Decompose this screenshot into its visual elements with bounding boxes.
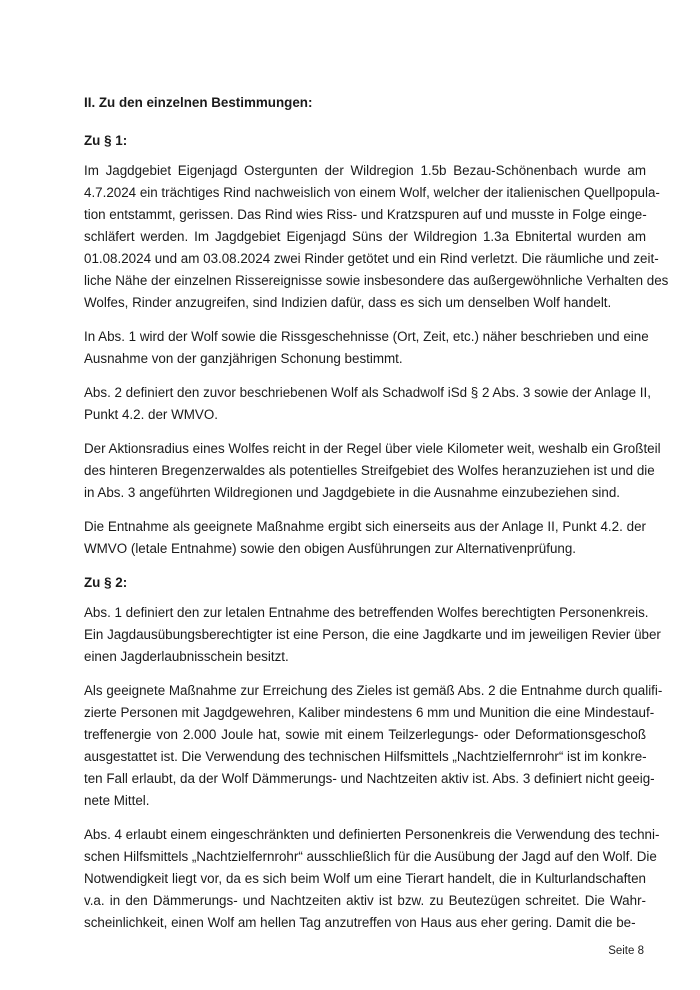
paragraph: [84, 680, 663, 812]
document-body: [84, 92, 669, 946]
text-line: Abs. 1 definiert den zur letalen Entnahme des betreffenden Wolfes berechtigten Personenkreis.: [84, 605, 649, 620]
text-line: in Abs. 3 angeführten Wildregionen und Jagdgebiete in die Ausnahme einzubeziehen sind.: [84, 485, 621, 500]
text-line: Der Aktionsradius eines Wolfes reicht in der Regel über viele Kilometer weit, weshalb ein Großteil: [84, 441, 661, 456]
section-1-body: [84, 160, 669, 560]
text-line: ausgestattet ist. Die Verwendung des technischen Hilfsmittels „Nachtzielfernrohr“ ist im konkre-: [84, 749, 647, 764]
text-line: Abs. 2 definiert den zuvor beschriebenen Wolf als Schadwolf iSd § 2 Abs. 3 sowie der Anlage II,: [84, 385, 651, 400]
text-line: liche Nähe der einzelnen Rissereignisse sowie insbesondere das außergewöhnliche Verhalten des: [84, 273, 669, 288]
text-line: 01.08.2024 und am 03.08.2024 zwei Rinder getötet und ein Rind verletzt. Die räumliche und zeit-: [84, 251, 659, 266]
paragraph: [84, 824, 660, 934]
text-line: Im Jagdgebiet Eigenjagd Ostergunten der Wildregion 1.5b Bezau-Schönenbach wurde am: [84, 163, 646, 178]
paragraph: [84, 382, 651, 426]
text-line: einen Jagderlaubnisschein besitzt.: [84, 649, 289, 664]
text-line: des hinteren Bregenzerwaldes als potentielles Streifgebiet des Wolfes heranzuziehen ist und die: [84, 463, 655, 478]
text-line: ten Fall erlaubt, da der Wolf Dämmerungs- und Nachtzeiten aktiv ist. Abs. 3 definiert nicht geeig-: [84, 771, 655, 786]
text-line: Die Entnahme als geeignete Maßnahme ergibt sich einerseits aus der Anlage II, Punkt 4.2. der: [84, 519, 646, 534]
section-2-body: [84, 602, 663, 934]
text-line: nete Mittel.: [84, 793, 150, 808]
text-line: In Abs. 1 wird der Wolf sowie die Rissgeschehnisse (Ort, Zeit, etc.) näher beschrieben und eine: [84, 329, 649, 344]
section-heading-1: Zu § 1:: [84, 133, 128, 148]
page-number: Seite 8: [608, 945, 644, 957]
paragraph: [84, 516, 646, 560]
text-line: Wolfes, Rinder anzugreifen, sind Indizien dafür, dass es sich um denselben Wolf handelt.: [84, 295, 612, 310]
main-heading: II. Zu den einzelnen Bestimmungen:: [84, 95, 313, 110]
text-line: scheinlichkeit, einen Wolf am hellen Tag anzutreffen von Haus aus eher gering. Damit die be-: [84, 915, 636, 930]
paragraph: [84, 438, 661, 504]
paragraph: [84, 160, 669, 314]
text-line: v.a. in den Dämmerungs- und Nachtzeiten aktiv ist bzw. zu Beutezügen schreitet. Die Wahr-: [84, 893, 646, 908]
text-line: treffenergie von 2.000 Joule hat, sowie mit einem Teilzerlegungs- oder Deformationsgeschoß: [84, 727, 646, 742]
section-heading-2: Zu § 2:: [84, 575, 128, 590]
paragraph: [84, 326, 649, 370]
text-line: Ein Jagdausübungsberechtigter ist eine Person, die eine Jagdkarte und im jeweiligen Revier über: [84, 627, 661, 642]
text-line: tion entstammt, gerissen. Das Rind wies Riss- und Kratzspuren auf und musste in Folge einge-: [84, 207, 647, 222]
text-line: Notwendigkeit liegt vor, da es sich beim Wolf um eine Tierart handelt, die in Kulturlandschaften: [84, 871, 646, 886]
text-line: 4.7.2024 ein trächtiges Rind nachweislich von einem Wolf, welcher der italienischen Quellpopula-: [84, 185, 660, 200]
text-line: WMVO (letale Entnahme) sowie den obigen Ausführungen zur Alternativenprüfung.: [84, 541, 577, 556]
text-line: Abs. 4 erlaubt einem eingeschränkten und definierten Personenkreis die Verwendung des techni-: [84, 827, 660, 842]
text-line: schläfert werden. Im Jagdgebiet Eigenjagd Süns der Wildregion 1.3a Ebnitertal wurden am: [84, 229, 646, 244]
text-line: Ausnahme von der ganzjährigen Schonung bestimmt.: [84, 351, 403, 366]
text-line: Als geeignete Maßnahme zur Erreichung des Zieles ist gemäß Abs. 2 die Entnahme durch qualifi-: [84, 683, 663, 698]
text-line: Punkt 4.2. der WMVO.: [84, 407, 218, 422]
text-line: zierte Personen mit Jagdgewehren, Kaliber mindestens 6 mm und Munition die eine Mindestauf-: [84, 705, 655, 720]
text-line: schen Hilfsmittels „Nachtzielfernrohr“ ausschließlich für die Ausübung der Jagd auf den Wolf. Die: [84, 849, 657, 864]
paragraph: [84, 602, 661, 668]
